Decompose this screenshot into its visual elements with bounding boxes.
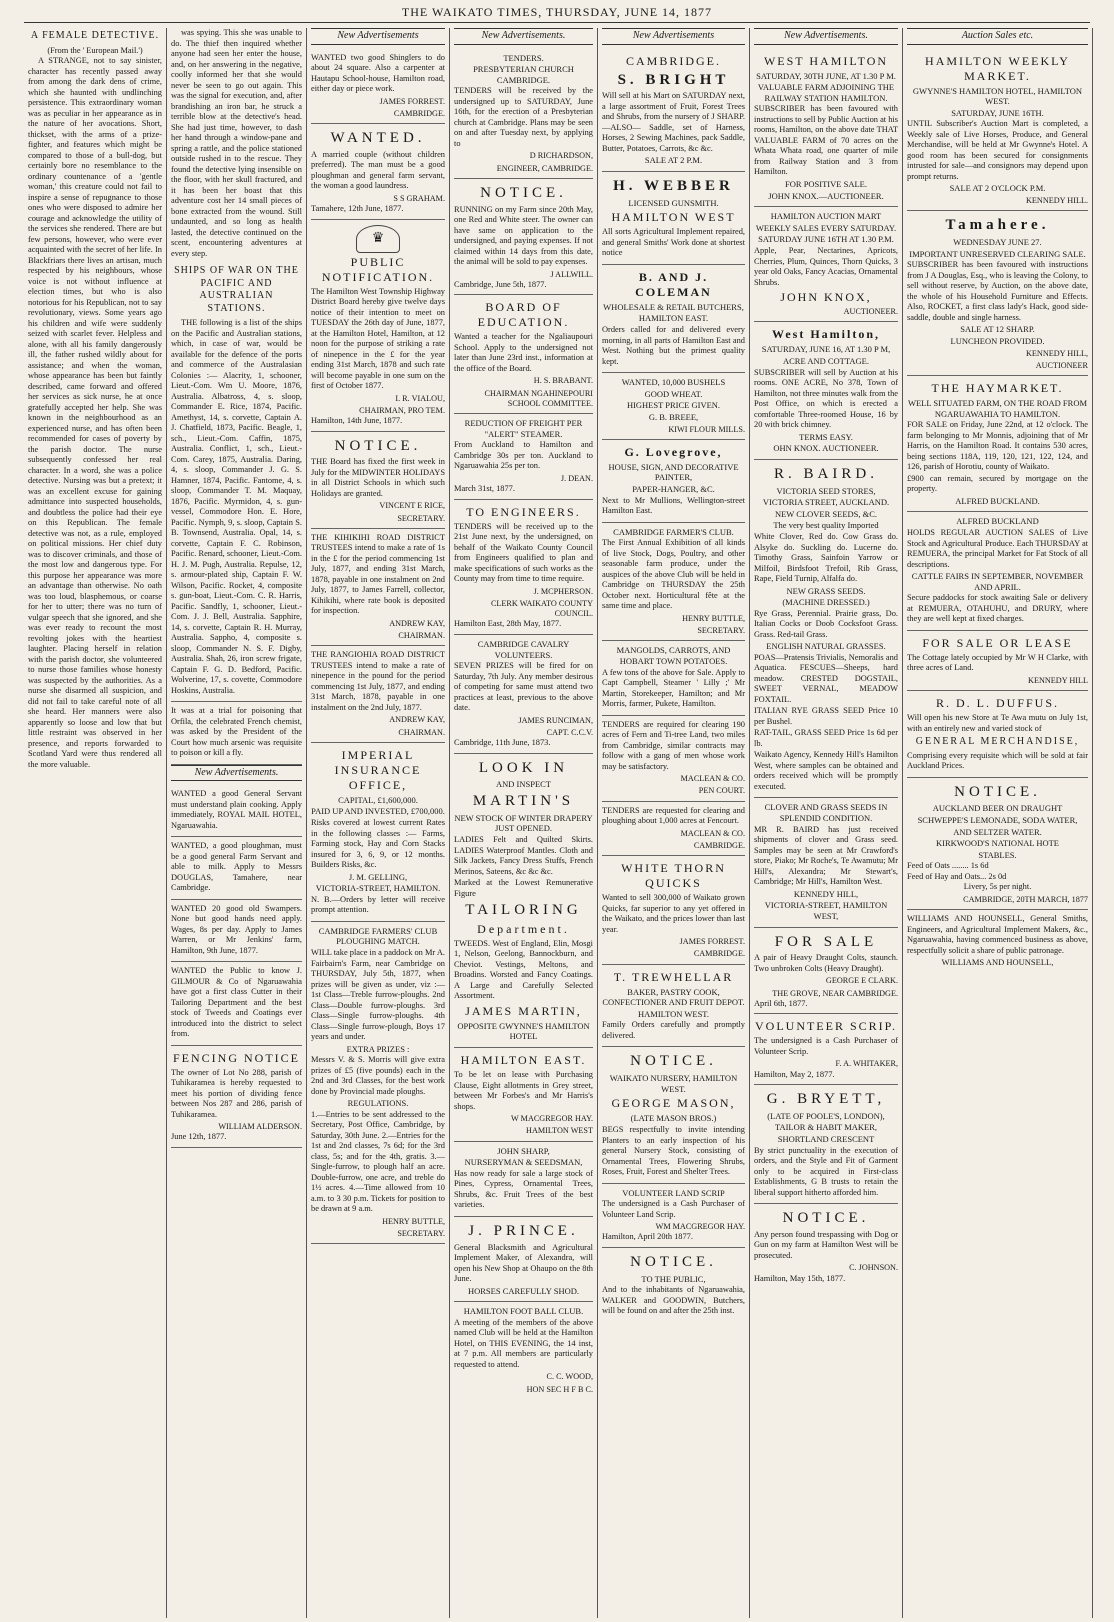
- column-2: [167, 28, 307, 1618]
- clearing2-sign: MACLEAN & CO.: [680, 828, 745, 838]
- tamahere-date: WEDNESDAY JUNE 27.: [953, 237, 1042, 247]
- auckland-sub: AUCKLAND BEER ON DRAUGHT: [932, 803, 1063, 814]
- clover2-sign: KENNEDY HILL,: [793, 888, 859, 899]
- prince-foot: HORSES CAREFULLY SHOD.: [467, 1285, 579, 1296]
- freight-title: REDUCTION OF FREIGHT PER "ALERT" STEAMER.: [464, 418, 583, 439]
- dept-title: Department.: [477, 921, 570, 936]
- notice-role: SECRETARY.: [397, 513, 445, 523]
- tamahere-title: Tamahere.: [945, 217, 1050, 234]
- weekly-body: UNTIL Subscriber's Auction Mart is completed, a Weekly sale of Live Horses, Produce, and General Merchandise, will be held at Mr Gwynne's Hotel. A good room has been secured for consignments intrusted for sale—and consignors may depend upon prompt returns.: [907, 119, 1088, 181]
- ad-servant: WANTED a good General Servant must understand plain cooking. Apply immediately, ROYAL MAIL HOTEL, Ngaruawahia.: [171, 789, 302, 830]
- column-3: [307, 28, 450, 1618]
- forsale-sign: GEORGE E CLARK.: [825, 976, 898, 986]
- wh-body: SUBSCRIBER will sell by Auction at his rooms. ONE ACRE, No 378, Town of Hamilton, not three minutes walk from the Post Office, on which is erected a comfortable Three-roomed House, 16 by 20 with brick chimney.: [754, 367, 898, 429]
- edu-body: Wanted a teacher for the Ngaliaupouri School. Apply to the undersigned not later than June 23rd inst., information at the office of the Board.: [454, 332, 593, 373]
- foot-title: HAMILTON FOOT BALL CLUB.: [463, 1306, 584, 1317]
- forsale-body: A pair of Heavy Draught Colts, staunch. Two unbroken Colts (Heavy Draught).: [754, 953, 898, 973]
- marked-body: Marked at the Lowest Remunerative Figure: [454, 878, 593, 898]
- kihikihi-role: CHAIRMAN.: [398, 631, 445, 640]
- vscrip-title: VOLUNTEER SCRIP.: [754, 1019, 897, 1034]
- tenders-role: ENGINEER, CAMBRIDGE.: [496, 163, 593, 173]
- mart-sign: JOHN KNOX,: [780, 290, 872, 304]
- lovegrove-title: G. Lovegrove,: [624, 444, 723, 459]
- vscrip-sign: F. A. WHITAKER,: [835, 1059, 898, 1069]
- mart-date: SATURDAY JUNE 16TH AT 1.30 P.M.: [758, 234, 894, 245]
- mason-sub: (LATE MASON BROS.): [630, 1113, 717, 1124]
- imperial-title: IMPERIAL INSURANCE OFFICE,: [334, 747, 422, 792]
- trewhella-place: HAMILTON WEST.: [638, 1008, 709, 1019]
- eng-sign: J. MCPHERSON.: [533, 586, 593, 596]
- scrip-title: VOLUNTEER LAND SCRIP: [622, 1187, 725, 1198]
- webber-title: H. WEBBER: [613, 177, 734, 194]
- reg-title: REGULATIONS.: [347, 1098, 409, 1109]
- duffus-title: R. D. L. DUFFUS.: [935, 696, 1060, 710]
- col6-header: New Advertisements.: [754, 28, 898, 45]
- column-5: [598, 28, 750, 1618]
- farmers-title: CAMBRIDGE FARMER'S CLUB.: [613, 526, 734, 537]
- wheat-title: WANTED, 10,000 BUSHELS: [621, 377, 726, 387]
- fencing-body: The owner of Lot No 288, parish of Tuhikaramea is hereby requested to meet his portion of dividing fence between Nos 287 and 286, parish of Tuhikaramea.: [171, 1067, 302, 1119]
- italian-body: ITALIAN RYE GRASS SEED Price 10 per Bushel.: [754, 706, 898, 726]
- cav-date: Cambridge, 11th June, 1873.: [454, 738, 551, 748]
- reg-sign: HENRY BUTTLE,: [382, 1216, 445, 1226]
- nursery-title: NOTICE.: [630, 1053, 717, 1070]
- lease-body: The Cottage lately occupied by Mr W H Clarke, with three acres of Land.: [907, 652, 1088, 673]
- tenders-sign: D RICHARDSON,: [529, 151, 593, 161]
- cam-body: Will sell at his Mart on SATURDAY next, a large assortment of Fruit, Forest Trees and Shrubs, from the nursery of J SHARP. —ALSO— Saddle, set of Harness, Horses, 2 Sewing Machines, pack Saddle, Butter, Potatoes, Carrots, &c &c.: [602, 91, 745, 153]
- bryett-sub: (LATE OF POOLE'S, LONDON),: [767, 1110, 885, 1121]
- coleman-body: Orders called for and delivered every morning, in all parts of Hamilton East and West. Nothing but the primest quality kept.: [602, 325, 745, 366]
- west-sale: FOR POSITIVE SALE.: [785, 178, 867, 189]
- eng-title: TO ENGINEERS.: [466, 504, 581, 519]
- freight-body: From Auckland to Hamilton and Cambridge 30s per ton. Auckland to Ngaruawahia 25s per ton.: [454, 440, 593, 471]
- webber-place: HAMILTON WEST: [611, 210, 736, 225]
- thorn-title: WHITE THORN QUICKS: [621, 861, 726, 890]
- article-body: A STRANGE, not to say sinister, character has recently passed away from among the dark dens of crime, which she haunted with undlinching persistence. This extraordinary woman was as peculiar in her appearance as in the nature of her avocations. Short, thickset, with the arms of a prize-fighter, and features which might be compared to those of a bull-dog, but certainly bore no resemblance to the ordinary countenance of a 'gentle woman,' this creature could not fail to inspire a sense of repugnance to those ones who were disposed to admire her courage and acknowledge the utility of the services she rendered. There are but few persons, however, who were ever acquainted with the secret of her life. In Blackfriars there lives an artisan, much respected by his neighbours, whose voice is not without influence at election times, but who is also notorious for his Republican, not to say revolutionary, views. Some years ago his children and wife were suddenly seized with scarlet fever. Helpless and alone, with all his family dangerously ill, the father rushed wildly about for assistance; and when the woman, whose appearance has been but faintly described, came forward and offered her services as sick nurse, he at once gratefully accepted her help. She was known in the neighbourhood as an experienced nurse, and has often been recommended for cases of poverty by the parish doctor. The nurse subsequently confessed her real character. In a word, she was a police detective. Nursing was but a pretext; it was an excellent excuse for gaining admittance into suspected households, and doubtless the police had their eye on this Republican. The female detective was not, as a rule, employed on political missions. Her chief duty was to discover criminals, and those of the most low and dangerous type. For this purpose her appearance was more an advantage than otherwise. No oath was too loud, blasphemous, or coarse for her to utter; there was no turn of vulgar speech that she ignored, and she was ever ready to recount the most revolting jokes with the heartiest laughter. Placing herself in relation with the parish doctor, she volunteered to nurse those families whose honesty was suspected by the authorities. As a nurse she disarmed all suspicion, and did not fail to take careful note of all she heard. Her manners were also apparently so loose and low that but little restraint was observed in her presence, and reports forwarded to Scotland Yard were thus rendered all the more valuable.: [28, 56, 162, 769]
- wanted-title: WANTED.: [330, 130, 426, 146]
- forsale-place: THE GROVE, NEAR CAMBRIDGE.: [772, 988, 898, 998]
- baird-place: VICTORIA STREET, AUCKLAND.: [762, 497, 890, 508]
- article-source: (From the ' European Mail.'): [47, 45, 143, 55]
- ships-body: THE following is a list of the ships on the Pacific and Australian stations, which, in case of war, would be available for the defence of the ports and commerce of the Australasian Colonies :— Alacrity, 1, schooner, Lieut.-Com. Wm U. Moore, 1876, Australia. Albatross, 4, s. sloop, Commander E. Rice, 1874, Pacific. Amethyst, 14, s. corvette, Captain A. J. Chatfield, 1873, Pacific. Beagle, 1, sch., Lieut.-Com. Caffin, 1875, Australia. Conflict, 1, sch., Lieut.-Com. Carey, 1875, Australia. Daring, 4, s. sloop, Commander J. G. S. Hamner, 1874, Pacific. Fantome, 4, s. sloop, Commander T. M. Maquay, 1876, Pacific. Myrmidon, 4, s. gun-vessel, Commodore Hon. E. Hore, Pacific. Nymph, 9, s. sloop, Captain S. B. Townsend, Australia. Opal, 14, s. corvette, Captain F. C. Robinson, Pacific. Renard, schooner, Lieut.-Com. H. J. M. Pugh, Australia. Repulse, 12, s. armour-plated ship, Captain F. W. Wilson, Pacific. Rocket, 4, composite s. gun-boat, Lieut.-Com. C. R. Harris, Pacific. Sandfly, 1, schooner, Lieut.-Com. J. J. Bell, Australia. Sapphire, 14, s. corvette, Captain R. H. Murray, Australia. Sappho, 4, composite s. sloop, Commander N. S. F. Digby, Australia. Shah, 26, iron screw frigate, Captain F. G. D. Bedford, Pacific. Wolverine, 17, s. covette, Commodore Hoskins, Australia.: [171, 318, 302, 695]
- pub-body: The Hamilton West Township Highway District Board hereby give twelve days notice of their intention to meet on TUESDAY the 26th day of June, 1877, at the Hamilton Hotel, Hamilton, at 12 noon for the purpose of striking a rate of ninepence in the £ for the year ending 31st March, 1878 and such rate will become payable in one sum on the first of October 1877.: [311, 286, 445, 390]
- clover2-title: CLOVER AND GRASS SEEDS IN SPLENDID CONDITION.: [764, 802, 888, 823]
- lovegrove-sub: HOUSE, SIGN, AND DECORATIVE PAINTER,: [608, 461, 739, 483]
- trespass-date: Hamilton, May 15th, 1877.: [754, 1273, 846, 1283]
- lovegrove-body: Next to Mr Mullions, Wellington-street Hamilton East.: [602, 495, 745, 516]
- grass-body: Rye Grass, Perennial. Prairie grass, Do. Italian Cocks or Doob Cocksfoot Grass. Grass. Red-tail Grass.: [754, 608, 898, 639]
- weekly-sign: KENNEDY HILL.: [1026, 196, 1088, 205]
- article-continuation: was spying. This she was unable to do. The thief then inquired whether anyone had seen her enter the house, and, on her answering in the negative, coolly informed her that she would never be seen to go out again. This was the signal for execution, and, after brandishing an iron bar, he struck a terrible blow at the detective's head. She had just time, however, to dash her hand through a window-pane and spring a rattle, and the police stationed outside rushed in to the rescue. They found the detective lying insensible on the floor, with her skull fractured, and it has been her boast that this adventure cost her 14 small pieces of bone extracted from the wound. Still undaunted, and so long as health lasted, the detective continued on the scent, encountering adventures at every step.: [171, 28, 302, 258]
- tailoring-title: TAILORING: [465, 902, 582, 918]
- ad-ploughman: WANTED, a good ploughman, must be a good general Farm Servant and able to milk. Apply to Messrs DOUGLAS, Tamahere, near Cambridge.: [171, 841, 302, 892]
- tenders-body: TENDERS will be received by the undersigned up to SATURDAY, June 16th, for the erection of a Presbyterian church at Cambridge. Plans may be seen on and after Tuesday next, by applying to: [454, 86, 593, 148]
- clearing2-body: TENDERS are requested for clearing and ploughing about 1,000 acres at Fencourt.: [602, 805, 745, 825]
- look-in-title: LOOK IN: [478, 759, 569, 776]
- tamahere-lunch: LUNCHEON PROVIDED.: [950, 335, 1045, 346]
- kihikihi-body: THE KIHIKIHI ROAD DISTRICT TRUSTEES intend to make a rate of 1s in the £ for the period commencing 1st July, 1877, and ending 31st March, 1878, payable in one instalment on 2nd July, 1877, to James Farrell, collector, Kihikihi, where rate book is deposited for inspection.: [311, 532, 445, 616]
- edu-sign: H. S. BRABANT.: [533, 376, 593, 386]
- eng-date: Hamilton East, 28th May, 1877.: [454, 619, 562, 629]
- tamahere-sub: IMPORTANT UNRESERVED CLEARING SALE.: [909, 248, 1086, 259]
- bryett-body: By strict punctuality in the execution of orders, and the Style and Fit of Garment only to be acquired in First-class Establishments, G B trusts to retain the liberal support hitherto afforded him.: [754, 1145, 898, 1197]
- clearing-role: PEN COURT.: [698, 786, 745, 796]
- tamahere-role: AUCTIONEER: [1035, 360, 1088, 370]
- run-date: Cambridge, June 5th, 1877.: [454, 279, 547, 289]
- cam-sale: SALE AT 2 P.M.: [644, 155, 703, 166]
- wanted-body: A married couple (without children preferred). The man must be a good ploughman and general farm servant, the woman a good laundress.: [311, 149, 445, 191]
- reg-body: 1.—Entries to be sent addressed to the Secretary, Post Office, Cambridge, by Saturday, 30th June. 2.—Entries for the 1st and 2nd classes, 7s 6d; for the 3rd class, 5s; and for the 4th, gratis. 3.—Single-furrow, to plough half an acre. Double-furrow, one acre, and treble do 1½ acres. 4.—Time allowed from 10 a.m. to 3 30 p.m. Tickets for position to be drawn at 9 a.m.: [311, 1109, 445, 1214]
- trewhella-body: Family Orders carefully and promptly delivered.: [602, 1020, 745, 1040]
- cav-title: CAMBRIDGE CAVALRY VOLUNTEERS.: [477, 638, 570, 660]
- rangiohia-role: CHAIRMAN.: [398, 727, 445, 737]
- clover-title: NEW CLOVER SEEDS, &C.: [774, 508, 878, 519]
- lease-title: FOR SALE OR LEASE: [922, 635, 1073, 650]
- foot-body: A meeting of the members of the above named Club will be held at the Hamilton Hotel, on THIS EVENING, the 14 inst, at 7 p.m. All members are particularly requested to attend.: [454, 1317, 593, 1369]
- baird-title: R. BAIRD.: [774, 465, 878, 482]
- coleman-place: HAMILTON EAST.: [638, 313, 709, 324]
- lease-sign: KENNEDY HILL: [1028, 675, 1088, 685]
- mason-title: GEORGE MASON,: [611, 1096, 736, 1111]
- notice-sign: VINCENT E RICE,: [379, 501, 445, 511]
- new-ads-header: New Advertisements.: [171, 765, 302, 782]
- eng-grass-body: POAS—Pratensis Trivialis, Nemoralis and Aquatica. FESCUES—Sheeps, hard meadow. CRESTED DOGSTAIL, SWEET VERNAL, MEADOW FOXTAIL.: [754, 652, 898, 704]
- ad-public: WANTED the Public to know J. GILMOUR & Co of Ngaruawahia have got a first class Cutter in their Tailoring Department and the best stock of Tweeds and Coatings ever introduced into the district to select from.: [171, 966, 302, 1038]
- weekly-date: SATURDAY, JUNE 16TH.: [951, 107, 1044, 118]
- shinglers-place: CAMBRIDGE.: [393, 108, 445, 118]
- crest-icon: ♛: [356, 225, 400, 253]
- agency-body: Waikato Agency, Kennedy Hill's Hamilton West, where samples can be obtained and orders received which will be promptly executed.: [754, 750, 898, 791]
- masthead: THE WAIKATO TIMES, THURSDAY, JUNE 14, 1877: [401, 5, 713, 19]
- wh-date: SATURDAY, JUNE 16, AT 1.30 P M,: [761, 344, 891, 355]
- imperial-nb: N. B.—Orders by letter will receive prompt attention.: [311, 894, 445, 915]
- wheat-place: KIWI FLOUR MILLS.: [668, 424, 745, 434]
- eng-grass-title: ENGLISH NATURAL GRASSES.: [766, 641, 886, 652]
- sharp-sub: NURSERYMAN & SEEDSMAN,: [464, 1157, 583, 1168]
- shinglers-sign: JAMES FORREST.: [379, 96, 445, 106]
- imperial-paid: PAID UP AND INVESTED, £700,000.: [311, 806, 445, 817]
- bryett-place: SHORTLAND CRESCENT: [777, 1134, 875, 1144]
- west-title: WEST HAMILTON: [763, 53, 889, 68]
- clearing-body: TENDERS are required for clearing 190 acres of Fern and Ti-tree Land, two miles from Cambridge, similar contracts may follow with a gang of men whose work may be satisfactory.: [602, 719, 745, 771]
- fencing-sign: WILLIAM ALDERSON.: [218, 1122, 302, 1131]
- run-sign: J ALLWILL.: [550, 269, 593, 279]
- cattle-body: Secure paddocks for stock awaiting Sale or delivery at REMUERA, OTAHUHU, and DRURY, where they are well kept at fixed charges.: [907, 593, 1088, 624]
- ships-title: SHIPS OF WAR ON THE PACIFIC AND AUSTRALIAN STATIONS.: [174, 265, 299, 314]
- masthead-rule: [24, 22, 1090, 23]
- cav-body: SEVEN PRIZES will be fired for on Saturday, 7th July. Any member desirous of competing for same must attend two practices at least, previous to the above date.: [454, 661, 593, 713]
- grass-sub: (MACHINE DRESSED.): [782, 597, 870, 608]
- fencing-title: FENCING NOTICE: [173, 1050, 300, 1065]
- wh-title: West Hamilton,: [772, 327, 880, 342]
- notice-body: THE Board has fixed the first week in July for the MIDWINTER HOLIDAYS in all District Schools in which such Holidays are granted.: [311, 457, 445, 498]
- reg-role: SECRETARY.: [397, 1229, 445, 1238]
- thorn-body: Wanted to sell 300,000 of Waikato grown Quicks, far superior to any yet offered in the Waikato, and the prices lower than last year.: [602, 893, 745, 934]
- eng-role: CLERK WAIKATO COUNTY COUNCIL.: [490, 598, 593, 619]
- prince-title: J. PRINCE.: [468, 1222, 579, 1239]
- freight-sign: J. DEAN.: [560, 473, 593, 483]
- mart-sub: WEEKLY SALES EVERY SATURDAY.: [755, 222, 897, 233]
- hounsell-sign: WILLIAMS AND HOUNSELL,: [941, 957, 1054, 968]
- coleman-title: B. AND J. COLEMAN: [635, 269, 712, 299]
- wheat-sign: G. B. BREEE,: [648, 411, 699, 422]
- west-date: SATURDAY, 30TH JUNE, AT 1.30 P M.: [756, 70, 896, 81]
- sharp-title: JOHN SHARP,: [497, 1145, 550, 1156]
- opp-label: OPPOSITE GWYNNE'S HAMILTON HOTEL: [457, 1020, 590, 1042]
- nursery-sub: WAIKATO NURSERY, HAMILTON WEST.: [609, 1073, 738, 1094]
- tamahere-body: SUBSCRIBER has been favoured with instructions from J A Douglas, Esq., who is leaving the Colony, to sell without reserve, by Auction, on the above date, the whole of his Household Furniture and Effects. Also, ROCKET, a first class lady's Hack, good side-saddle, double and single harness.: [907, 260, 1088, 322]
- col5-header: New Advertisements: [602, 28, 745, 45]
- tamahere-sign: KENNEDY HILL,: [1026, 348, 1088, 358]
- weekly-sale: SALE AT 2 O'CLOCK P.M.: [949, 183, 1046, 194]
- forsale-title: FOR SALE: [774, 933, 878, 950]
- heast-place: HAMILTON WEST: [526, 1126, 593, 1136]
- notice-title: NOTICE.: [334, 437, 422, 454]
- rangiohia-body: THE RANGIOHIA ROAD DISTRICT TRUSTEES intend to make a rate of ninepence in the pound for the period commencing 1st July, 1877, and ending 31st March, 1878, payable in one instalment on the 2nd July, 1877.: [311, 650, 445, 712]
- heast-body: To be let on lease with Purchasing Clause, Eight allotments in Grey street, between Mr Forbes's and Mr Harris's shops.: [454, 1070, 593, 1111]
- hay-title: THE HAYMARKET.: [931, 381, 1064, 395]
- james-martin: JAMES MARTIN,: [465, 1003, 582, 1018]
- trewhella-sub: BAKER, PASTRY COOK, CONFECTIONER AND FRUIT DEPOT.: [602, 986, 745, 1008]
- orfila-paragraph: It was at a trial for poisoning that Orfila, the celebrated French chemist, was asked by the President of the Court how much arsenic was requisite to poison or kill a fly.: [171, 706, 302, 757]
- extra-body: Messrs V. & S. Morris will give extra prizes of £5 (five pounds) each in the 2nd and 3rd Classes, for the best work done by Provincial made ploughs.: [311, 1055, 445, 1096]
- col4-header: New Advertisements.: [454, 28, 593, 45]
- trespass-sign: C. JOHNSON.: [849, 1263, 898, 1273]
- clover2-place: VICTORIA-STREET, HAMILTON WEST,: [764, 900, 888, 921]
- west-sub: VALUABLE FARM ADJOINING THE RAILWAY STATION HAMILTON.: [757, 82, 895, 103]
- sharp-body: Has now ready for sale a large stock of Pines, Cypress, Ornamental Trees, Shrubs, &c. Fruit Trees of the best varieties.: [454, 1168, 593, 1210]
- freight-date: March 31st, 1877.: [454, 484, 515, 494]
- run-body: RUNNING on my Farm since 20th May, one Red and White steer. The owner can have same on application to the undersigned, and paying expenses. If not claimed within 14 days from this date, the animal will be sold to pay expenses.: [454, 204, 593, 267]
- pub-sign: I. R. VIALOU,: [395, 393, 445, 403]
- lovegrove-sub2: PAPER-HANGER, &C.: [632, 484, 715, 494]
- col7-header: Auction Sales etc.: [907, 28, 1088, 45]
- tamahere-sale: SALE AT 12 SHARP.: [960, 324, 1035, 335]
- edu-role: CHAIRMAN NGAHINEPOURI SCHOOL COMMITTEE.: [484, 388, 593, 408]
- public-body: And to the inhabitants of Ngaruawahia, WALKER and GOODWIN, Butchers, will be found on and after the 25th inst.: [602, 1285, 745, 1316]
- west-body: SUBSCRIBER has been favoured with instructions to sell by Public Auction at his rooms, Hamilton, on the above date THAT VALUABLE FARM of 70 acres on the Whata Whata road, one quarter of mile from Railway Station and 3 from Hamilton.: [754, 104, 898, 177]
- pub-title: PUBLIC NOTIFICATION.: [321, 254, 435, 284]
- eng-body: TENDERS will be received up to the 21st June next, by the undersigned, on behalf of the Waikato County Council from Engineers qualified to plan and make specifications of such works as the County may from time to time require.: [454, 521, 593, 584]
- edu-title: BOARD OF EDUCATION.: [477, 300, 570, 330]
- thorn-sign: JAMES FORREST.: [679, 937, 745, 946]
- kihikihi-sign: ANDREW KAY,: [389, 618, 445, 628]
- cav-sign: JAMES RUNCIMAN,: [518, 715, 593, 725]
- clover-sub: The very best quality Imported: [773, 520, 879, 531]
- prince-body: General Blacksmith and Agricultural Implement Maker, of Alexandra, will open his New Shop at Ohaupo on the 8th June.: [454, 1242, 593, 1283]
- mangolds-title: MANGOLDS, CARROTS, AND HOBART TOWN POTATOES.: [616, 645, 731, 666]
- column-7: [903, 28, 1093, 1618]
- winter-title: NEW STOCK OF WINTER DRAPERY JUST OPENED.: [454, 812, 593, 834]
- imperial-sign: J. M. GELLING,: [348, 871, 408, 882]
- mart-body: Apple, Pear, Nectarines, Apricots, Cherries, Plum, Quinces, Thorn Quicks, 3 year old Oaks, Fancy Acacias, Ornamental Shrubs.: [754, 246, 898, 287]
- hay-feed-line: Feed of Hay and Oats... 2s 0d: [907, 871, 1007, 881]
- extra-title: EXTRA PRIZES :: [346, 1043, 410, 1054]
- baird-sub: VICTORIA SEED STORES,: [776, 485, 876, 496]
- mart-role: AUCTIONEER.: [843, 307, 898, 316]
- cam-title: CAMBRIDGE.: [625, 53, 721, 68]
- martins-title: MARTIN'S: [472, 793, 575, 809]
- ladies-body: LADIES Felt and Quilted Skirts. LADIES Waterproof Mantles. Cloth and Silk Jackets, Fancy Dress Stuffs, French Merinos, Sateens, &c &c &c.: [454, 835, 593, 876]
- run-title: NOTICE.: [480, 184, 567, 201]
- vscrip-date: Hamilton, May 2, 1877.: [754, 1069, 835, 1079]
- clover-body: White Clover, Red do. Cow Grass do. Alsyke do. Suckling do. Lucerne do. Timothy Grass, Sainfoin Yarrow or Milfoil, Birdsfoot Trefoil, Rib Grass, Rape, Field Turnip, Alfalfa do.: [754, 532, 898, 583]
- forsale-date: April 6th, 1877.: [754, 998, 808, 1008]
- foot-role: HON SEC H F B C.: [526, 1384, 593, 1394]
- bryett-title: G. BRYETT,: [766, 1091, 886, 1107]
- ad-shinglers: WANTED two good Shinglers to do about 24 square. Also a carpenter at Hautapu School-house, Hamilton road, either day or piece work.: [311, 52, 445, 93]
- rangiohia-sign: ANDREW KAY,: [389, 715, 445, 725]
- wheat-sub: GOOD WHEAT.: [644, 388, 703, 399]
- hay-body: FOR SALE on Friday, June 22nd, at 12 o'clock. The farm belonging to Mr Monnis, adjoining that of Mr Harris, on the Hamilton Road. It contains 530 acres, being sections 118A, 119, 120, 121, 122, 124, and 126, parish of Horotiu, county of Waikato.: [907, 420, 1088, 472]
- foot-sign: C. C. WOOD,: [546, 1372, 593, 1382]
- wh-terms: TERMS EASY.: [799, 431, 853, 442]
- vscrip-body: The undersigned is a Cash Purchaser of Volunteer Scrip.: [754, 1036, 898, 1056]
- clearing-sign: MACLEAN & CO.: [680, 774, 745, 783]
- rattail-body: RAT-TAIL, GRASS SEED Price 1s 6d per lb.: [754, 728, 898, 748]
- scrip-sign: WM MACGREGOR HAY.: [655, 1222, 745, 1232]
- camb-date: CAMBRIDGE, 20TH MARCH, 1877: [963, 894, 1088, 904]
- public-title: NOTICE.: [630, 1253, 717, 1270]
- hay-sub: WELL SITUATED FARM, ON THE ROAD FROM NGARUAWAHIA TO HAMILTON.: [907, 398, 1088, 419]
- auckland-sub4: KIRKWOOD'S NATIONAL HOTE: [935, 838, 1060, 849]
- inspect-label: AND INSPECT: [495, 779, 552, 790]
- wh-sub: ACRE AND COTTAGE.: [783, 355, 869, 366]
- mason-body: BEGS respectfully to invite intending Planters to an early inspection of his general Nursery Stock, consisting of Ornamental Trees, Flowering Shrubs, Roses, Fruit, Forest and Shelter Trees.: [602, 1125, 745, 1176]
- fencing-date: June 12th, 1877.: [171, 1132, 227, 1142]
- scrip-body: The undersigned is a Cash Purchaser of Volunteer Land Scrip.: [602, 1199, 745, 1219]
- duffus-sub: GENERAL MERCHANDISE,: [915, 736, 1080, 747]
- clover2-body: MR R. BAIRD has just received shipments of clover and Grass seed. Samples may be seen at Mr Crawford's store, Piako; Mr Roche's, Te Awamutu; Mr Hill's, Alexandra; Mr Stewart's, Cambridge; Mr Hill's, Hamilton West.: [754, 824, 898, 887]
- buckland-body: HOLDS REGULAR AUCTION SALES of Live Stock and Agricultural Produce. Each THURSDAY at REMUERA, the principal Market for Fat Stock of all descriptions.: [907, 528, 1088, 569]
- hay-sign: ALFRED BUCKLAND.: [955, 495, 1040, 506]
- duffus-body: Will open his new Store at Te Awa mutu on July 1st, with an entirely new and varied stock of: [907, 713, 1088, 733]
- mangolds-body: A few tons of the above for Sale. Apply to Capt Campbell, Steamer ' Lilly ;' Mr Martin, Storekeeper, Hamilton; and Mr Morris, farmer, Pukete, Hamilton.: [602, 667, 745, 708]
- wanted-sign: S S GRAHAM.: [393, 193, 445, 203]
- bryett-sub2: TAILOR & HABIT MAKER,: [774, 1122, 878, 1133]
- farmers-body: The First Annual Exhibition of all kinds of live Stock, Dogs, Poultry, and other seasonable farm produce, under the auspices of the above Club will be held in Cambridge on THURSDAY the 25th October next. Horticultural fête at the same time and place.: [602, 538, 745, 611]
- heast-sign: W MACGREGOR HAY.: [511, 1114, 593, 1123]
- imperial-capital: CAPITAL, £1,600,000.: [338, 794, 418, 805]
- farmers-role: SECRETARY.: [697, 626, 745, 635]
- mart-title: HAMILTON AUCTION MART: [770, 211, 882, 222]
- wh-sign: OHN KNOX. AUCTIONEER.: [773, 443, 879, 454]
- pub-role: CHAIRMAN, PRO TEM.: [359, 405, 445, 415]
- trespass-body: Any person found trespassing with Dog or Gun on my farm at Hamilton West will be prosecuted.: [754, 1229, 898, 1260]
- article-title: A FEMALE DETECTIVE.: [30, 30, 160, 41]
- scrip-date: Hamilton, April 20th 1877.: [602, 1232, 693, 1242]
- livery-line: Livery, 5s per night.: [963, 882, 1032, 892]
- auckland-sub2: SCHWEPPE'S LEMONADE, SODA WATER,: [917, 814, 1078, 825]
- west-sign: JOHN KNOX.—AUCTIONEER.: [768, 190, 884, 201]
- auckland-title: NOTICE.: [954, 783, 1041, 800]
- coleman-sub: WHOLESALE & RETAIL BUTCHERS,: [603, 301, 744, 312]
- plough-body: WILL take place in a paddock on Mr A. Fairbairn's Farm, near Cambridge on THURSDAY, July 5th, 1877, when prizes will be given as under, viz :— 1st Class—Treble furrow-ploughs. 2nd Class—Double furrow-ploughs. 3rd Class—Single furrow-ploughs. 4th Class—Single furrow-plough, Boys 17 years and under.: [311, 948, 445, 1041]
- trewhella-title: T. TREWHELLAR: [613, 969, 734, 984]
- hounsell-body: WILLIAMS AND HOUNSELL, General Smiths, Engineers, and Agricultural Implement Makers, &c., Ngaruawahia, having commenced business as above, respectfully solicit a share of public patronage.: [907, 914, 1088, 955]
- tenders-title: TENDERS.: [503, 52, 544, 63]
- stables-title: STABLES.: [978, 849, 1017, 860]
- wheat-price: HIGHEST PRICE GIVEN.: [626, 400, 721, 411]
- hay-mortgage: £900 can remain, secured by mortgage on the property.: [907, 473, 1088, 494]
- column-6: [750, 28, 903, 1618]
- col3-header: New Advertisements: [311, 28, 445, 45]
- column-1: [24, 28, 167, 1618]
- pub-date: Hamilton, 14th June, 1877.: [311, 416, 403, 425]
- plough-title: CAMBRIDGE FARMERS' CLUB PLOUGHING MATCH.: [318, 925, 438, 947]
- thorn-place: CAMBRIDGE.: [693, 949, 745, 959]
- imperial-place: VICTORIA-STREET, HAMILTON.: [315, 883, 441, 894]
- public-sub: TO THE PUBLIC,: [641, 1273, 706, 1284]
- grass-title: NEW GRASS SEEDS.: [786, 585, 866, 596]
- farmers-sign: HENRY BUTTLE,: [682, 613, 745, 623]
- tweeds-body: TWEEDS. West of England, Elin, Mosgi 1, Nelson, Geelong, Bannockburn, and Cheviot. Vestings, Meltons, and Broadins. Worsted and Fancy Coatings. A Large and Carefully Selected Assortment.: [454, 938, 593, 1001]
- cattle-title: CATTLE FAIRS IN SEPTEMBER, NOVEMBER AND APRIL.: [911, 571, 1084, 592]
- imperial-body: Risks covered at lowest current Rates in the following classes :— Farms, Farming stock, Hay and Corn Stacks insured for 3, 6, 9, or 12 months. Builders Risks, &c.: [311, 818, 445, 869]
- buckland-title: ALFRED BUCKLAND: [956, 516, 1039, 527]
- heast-title: HAMILTON EAST.: [460, 1053, 587, 1067]
- weekly-title: HAMILTON WEEKLY MARKET.: [925, 53, 1070, 83]
- trespass-title: NOTICE.: [782, 1210, 870, 1227]
- wanted-date: Tamahere, 12th June, 1877.: [311, 204, 404, 213]
- duffus-body2: Comprising every requisite which will be sold at fair Auckland Prices.: [907, 750, 1088, 770]
- webber-sub: LICENSED GUNSMITH.: [628, 197, 719, 208]
- weekly-sub: GWYNNE'S HAMILTON HOTEL, HAMILTON WEST.: [912, 85, 1083, 107]
- cav-role: CAPT. C.C.V.: [546, 727, 593, 737]
- presby-title: PRESBYTERIAN CHURCH CAMBRIDGE.: [473, 64, 574, 85]
- bright-title: S. BRIGHT: [617, 71, 730, 88]
- oats-line: Feed of Oats ........ 1s 6d: [907, 861, 989, 871]
- column-4: [450, 28, 598, 1618]
- clearing2-place: CAMBRIDGE.: [693, 840, 745, 850]
- auckland-sub3: AND SELTZER WATER.: [953, 826, 1042, 837]
- webber-body: All sorts Agricultural Implement repaired, and general Smiths' Work done at shortest notice: [602, 227, 745, 258]
- ad-swampers: WANTED 20 good old Swampers. None but good hands need apply. Wages, 8s per day. Apply to James Warren, or Mr Jenkins' farm, Hamilton, 9th June, 1877.: [171, 903, 302, 955]
